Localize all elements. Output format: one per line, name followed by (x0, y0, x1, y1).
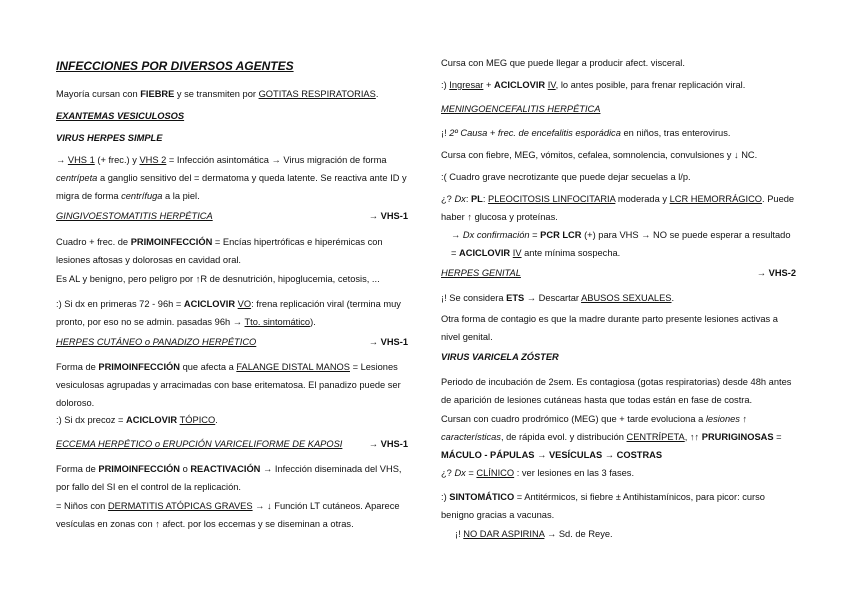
meningo-prognosis: :( Cuadro grave necrotizante que puede dejar secuelas a l/p. (441, 172, 691, 182)
heading-herpes-cutaneo: HERPES CUTÁNEO o PANADIZO HERPÉTICO → VHS-1 (56, 333, 408, 351)
meg-paragraph: Cursa con MEG que puede llegar a producir afect. visceral. (441, 58, 685, 68)
genital-ets: ¡! Se considera ETS → Descartar ABUSOS SEXUALES. (441, 293, 675, 303)
tag-vhs1: → VHS-1 (368, 439, 408, 449)
heading-gingivoestomatitis: GINGIVOESTOMATITIS HERPÉTICA → VHS-1 (56, 207, 408, 225)
eccema-paragraph: Forma de PRIMOINFECCIÓN o REACTIVACIÓN → Infección diseminada del VHS, por fallo del SI en el control de la replicación. (56, 464, 402, 492)
vvz-incubacion: Periodo de incubación de 2sem. Es contagiosa (gotas respiratorias) desde 48h antes de aparición de lesiones cutáneas hasta que todas están en fase de costra. (441, 377, 792, 405)
intro-paragraph: Mayoría cursan con FIEBRE y se transmiten por GOTITAS RESPIRATORIAS. (56, 89, 379, 99)
section-heading-exantemas: EXANTEMAS VESICULOSOS (56, 111, 185, 121)
vvz-cuadro: Cursan con cuadro prodrómico (MEG) que + tarde evoluciona a lesiones ↑ características, de rápida evol. y distribución CENTRÍPETA, ↑↑ PRURIGINOSAS = MÁCULO - PÁPULAS → VESÍCULAS → COSTRAS (441, 414, 782, 460)
meningo-symptoms: Cursa con fiebre, MEG, vómitos, cefalea, somnolencia, convulsiones y ↓ NC. (441, 150, 758, 160)
meningo-dx: ¿? Dx: PL: PLEOCITOSIS LINFOCITARIA moderada y LCR HEMORRÁGICO. Puede haber ↑ glucosa y proteínas. (441, 194, 795, 222)
heading-meningoencefalitis: MENINGOENCEFALITIS HERPÉTICA (441, 104, 601, 114)
tag-vhs2: → VHS-2 (756, 268, 796, 278)
document-title: INFECCIONES POR DIVERSOS AGENTES (56, 59, 294, 73)
cutaneo-treatment: :) Si dx precoz = ACICLOVIR TÓPICO. (56, 415, 218, 425)
gingivo-treatment: :) Si dx en primeras 72 - 96h = ACICLOVIR VO: frena replicación viral (termina muy pronto, por eso no se admin. pasadas 96h → Tto. sintomático). (56, 299, 401, 327)
vvz-tratamiento: :) SINTOMÁTICO = Antitérmicos, si fiebre ± Antihistamínicos, para picor: curso benigno gracias a vacunas. (441, 492, 765, 520)
gingivo-paragraph-2: Es AL y benigno, pero peligro por ↑R de desnutrición, hipoglucemia, cetosis, ... (56, 274, 380, 284)
subheading-vhs: VIRUS HERPES SIMPLE (56, 133, 163, 143)
tag-vhs1: → VHS-1 (368, 337, 408, 347)
meningo-dx-confirm: → Dx confirmación = PCR LCR (+) para VHS → NO se puede esperar a resultado = ACICLOVIR IV ante mínima sospecha. (451, 230, 791, 258)
cutaneo-paragraph: Forma de PRIMOINFECCIÓN que afecta a FALANGE DISTAL MANOS = Lesiones vesiculosas agrupadas y arracimadas con base eritematosa. El panadizo puede ser doloroso. (56, 362, 401, 408)
vhs-paragraph: → VHS 1 (+ frec.) y VHS 2 = Infección asintomática → Virus migración de forma centrípeta a ganglio sensitivo del = dermatoma y queda latente. Se reactiva ante ID y migra de forma centrífuga a la piel. (56, 155, 407, 201)
eccema-paragraph-2: = Niños con DERMATITIS ATÓPICAS GRAVES → ↓ Función LT cutáneos. Aparece vesículas en zonas con ↑ afect. por los eccemas y se diseminan a otras. (56, 501, 400, 529)
genital-contagio: Otra forma de contagio es que la madre durante parto presente lesiones activas a nivel genital. (441, 314, 778, 342)
heading-herpes-genital: HERPES GENITAL → VHS-2 (441, 264, 796, 282)
subheading-vvz: VIRUS VARICELA ZÓSTER (441, 352, 559, 362)
ingresar-treatment: :) Ingresar + ACICLOVIR IV, lo antes posible, para frenar replicación viral. (441, 80, 746, 90)
tag-vhs1: → VHS-1 (368, 211, 408, 221)
heading-eccema-herpetico: ECCEMA HERPÉTICO o ERUPCIÓN VARICELIFORME DE KAPOSI → VHS-1 (56, 435, 408, 453)
vvz-dx: ¿? Dx = CLÍNICO : ver lesiones en las 3 fases. (441, 468, 635, 478)
vvz-aspirina-warning: ¡! NO DAR ASPIRINA → Sd. de Reye. (455, 529, 613, 539)
gingivo-paragraph: Cuadro + frec. de PRIMOINFECCIÓN = Encías hipertróficas e hiperémicas con lesiones aftosas y dolorosas en cavidad oral. (56, 237, 383, 265)
meningo-cause: ¡! 2º Causa + frec. de encefalitis esporádica en niños, tras enterovirus. (441, 128, 731, 138)
